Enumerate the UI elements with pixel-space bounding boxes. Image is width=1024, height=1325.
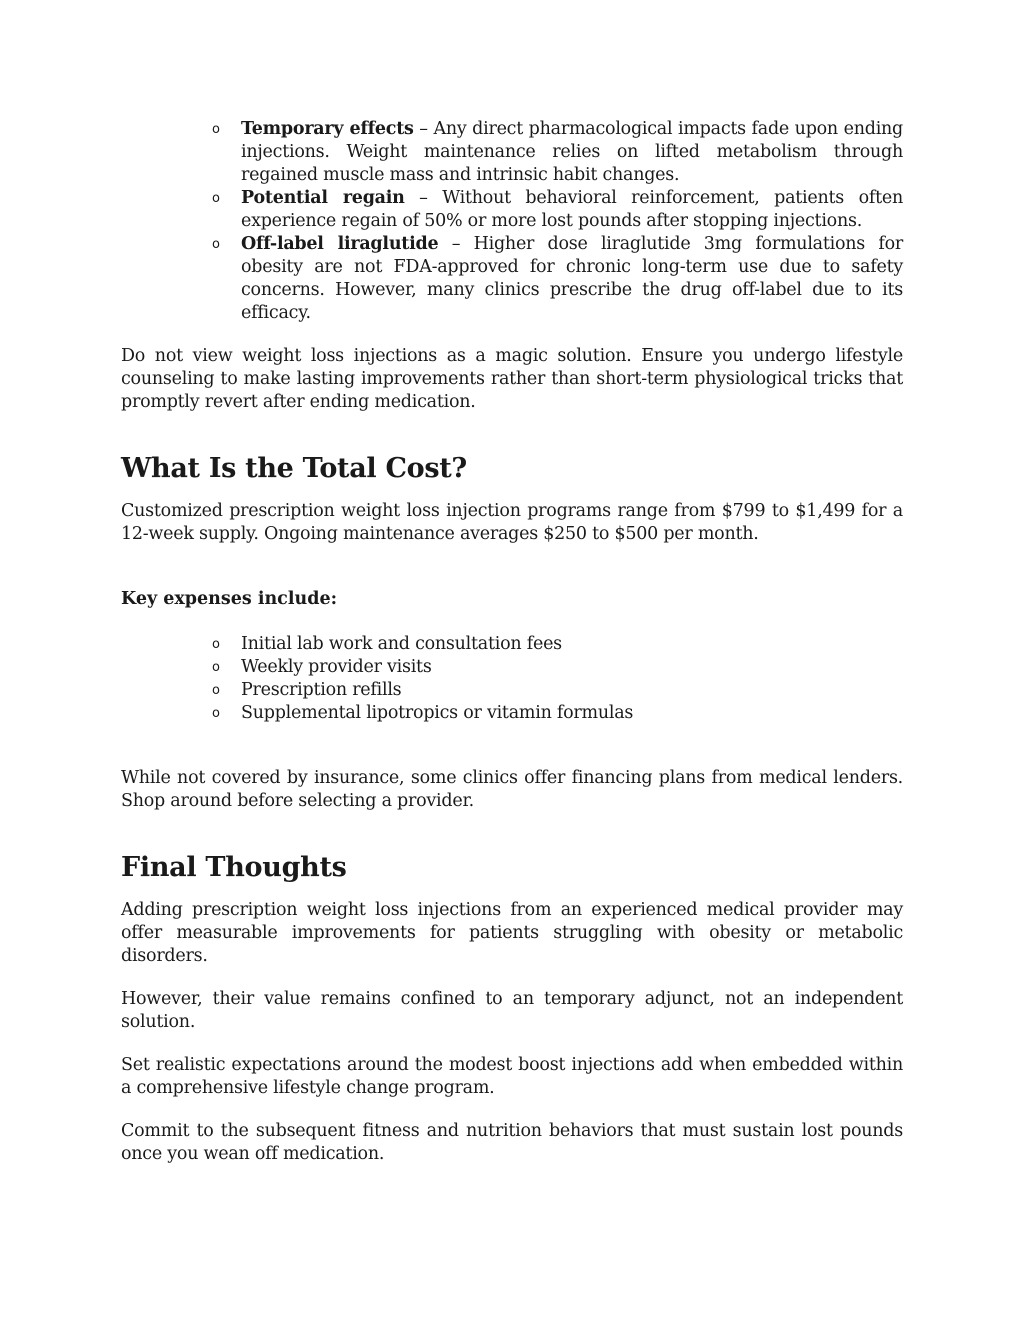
final-thoughts-heading: Final Thoughts (121, 852, 347, 883)
circle-bullet-icon: o (212, 683, 220, 698)
circle-bullet-icon: o (212, 122, 220, 137)
list-item (212, 702, 903, 725)
list-item-text: Prescription refills (241, 680, 402, 700)
list-item (212, 656, 903, 679)
magic-solution-paragraph: Do not view weight loss injections as a magic solution. Ensure you undergo lifestyle counseling to make lasting improvements rather than short-term physiological tricks that promptly revert after ending medication. (121, 346, 903, 412)
expenses-list (121, 633, 903, 725)
list-item-text: – Any direct pharmacological impacts fade upon ending injections. Weight maintenance relies on lifted metabolism through regained muscle mass and intrinsic habit changes. (241, 119, 904, 185)
final-paragraph: Adding prescription weight loss injections from an experienced medical provider may offer measurable improvements for patients struggling with obesity or metabolic disorders. (121, 900, 903, 966)
list-item-term: Potential regain (241, 188, 405, 208)
list-item-text: Weekly provider visits (241, 657, 432, 677)
list-item-text: – Without behavioral reinforcement, patients often experience regain of 50% or more lost pounds after stopping injections. (241, 188, 903, 231)
list-item-off-label-liraglutide (212, 233, 903, 325)
circle-bullet-icon: o (212, 237, 220, 252)
cost-section-heading: What Is the Total Cost? (121, 453, 467, 484)
list-item (212, 679, 903, 702)
circle-bullet-icon: o (212, 191, 220, 206)
list-item-text: – Higher dose liraglutide 3mg formulations for obesity are not FDA-approved for chronic long-term use due to safety concerns. However, many clinics prescribe the drug off-label due to its efficacy. (241, 234, 903, 323)
circle-bullet-icon: o (212, 660, 220, 675)
cost-intro-paragraph: Customized prescription weight loss injection programs range from $799 to $1,499 for a 12-week supply. Ongoing maintenance averages $250 to $500 per month. (121, 501, 903, 544)
list-item-text: Supplemental lipotropics or vitamin formulas (241, 703, 634, 723)
list-item-potential-regain (212, 187, 903, 233)
list-item-term: Temporary effects (241, 119, 414, 139)
final-paragraph: However, their value remains confined to an temporary adjunct, not an independent solution. (121, 989, 903, 1032)
circle-bullet-icon: o (212, 637, 220, 652)
insurance-paragraph: While not covered by insurance, some clinics offer financing plans from medical lenders. Shop around before selecting a provider. (121, 768, 903, 811)
final-paragraph: Commit to the subsequent fitness and nutrition behaviors that must sustain lost pounds once you wean off medication. (121, 1121, 903, 1164)
final-paragraph: Set realistic expectations around the modest boost injections add when embedded within a comprehensive lifestyle change program. (121, 1055, 903, 1098)
list-item-temporary-effects (212, 118, 904, 187)
circle-bullet-icon: o (212, 706, 220, 721)
list-item-term: Off-label liraglutide (241, 234, 439, 254)
key-expenses-label: Key expenses include: (121, 589, 338, 609)
list-item (212, 633, 903, 656)
effects-list (121, 118, 903, 325)
list-item-text: Initial lab work and consultation fees (241, 634, 562, 654)
document-page (121, 118, 903, 1166)
